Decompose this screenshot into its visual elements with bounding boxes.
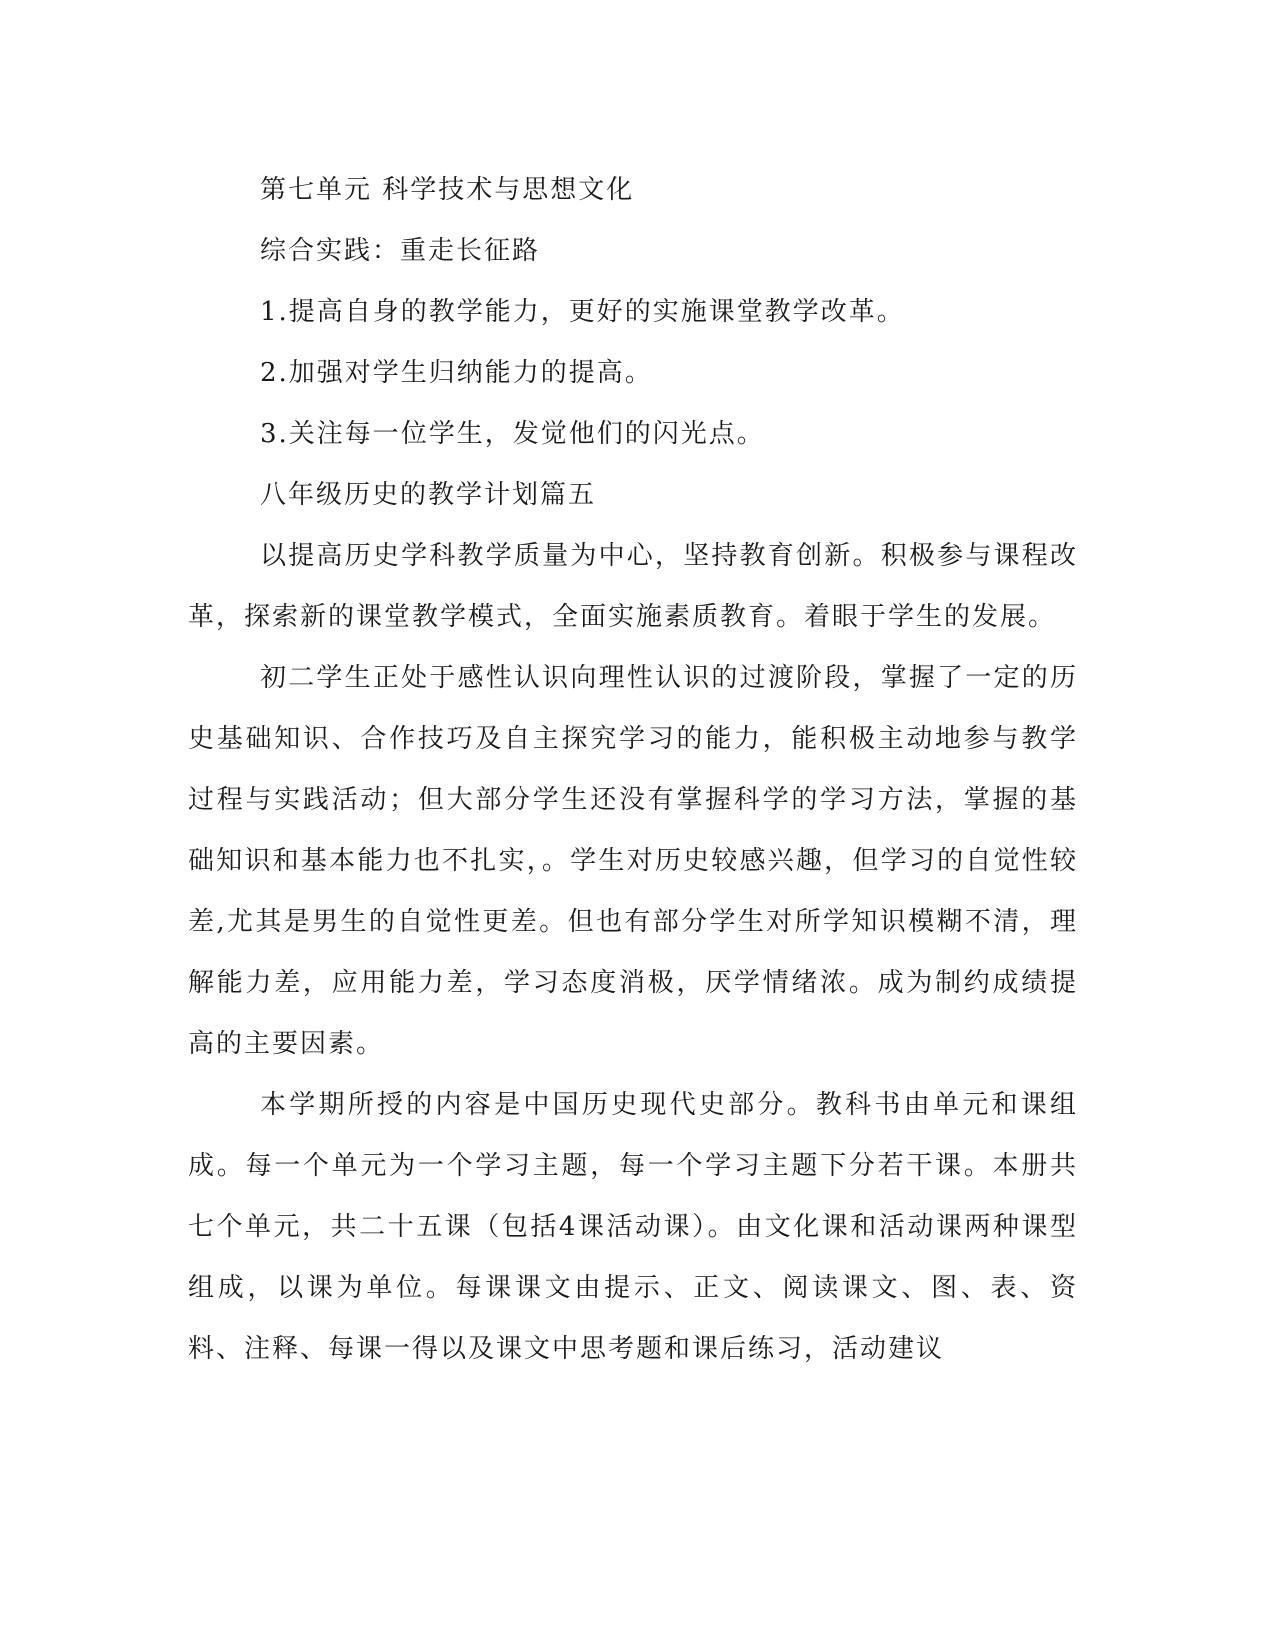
goal-item-3: 3.关注每一位学生，发觉他们的闪光点。: [260, 419, 765, 449]
paragraph-guiding-idea: 以提高历史学科教学质量为中心，坚持教育创新。积极参与课程改革，探索新的课堂教学模式，全面实施素质教育。着眼于学生的发展。: [188, 541, 1078, 632]
document-page: [188, 160, 1078, 1380]
paragraph-textbook-analysis: 本学期所授的内容是中国历史现代史部分。教科书由单元和课组成。每一个单元为一个学习主题，每一个学习主题下分若干课。本册共七个单元，共二十五课（包括4课活动课）。由文化课和活动课两种课型组成，以课为单位。每课课文由提示、正文、阅读课文、图、表、资料、注释、每课一得以及课文中思考题和课后练习，活动建议: [188, 1090, 1078, 1364]
unit-heading: 第七单元 科学技术与思想文化: [260, 175, 635, 205]
practice-heading: 综合实践：重走长征路: [260, 236, 541, 266]
goal-item-2: 2.加强对学生归纳能力的提高。: [260, 358, 653, 388]
section-title: 八年级历史的教学计划篇五: [260, 480, 597, 510]
paragraph-student-analysis: 初二学生正处于感性认识向理性认识的过渡阶段，掌握了一定的历史基础知识、合作技巧及自主探究学习的能力，能积极主动地参与教学过程与实践活动；但大部分学生还没有掌握科学的学习方法，掌握的基础知识和基本能力也不扎实，。学生对历史较感兴趣，但学习的自觉性较差,尤其是男生的自觉性更差。但也有部分学生对所学知识模糊不清，理解能力差，应用能力差，学习态度消极，厌学情绪浓。成为制约成绩提高的主要因素。: [188, 663, 1078, 1059]
goal-item-1: 1.提高自身的教学能力，更好的实施课堂教学改革。: [260, 297, 905, 327]
